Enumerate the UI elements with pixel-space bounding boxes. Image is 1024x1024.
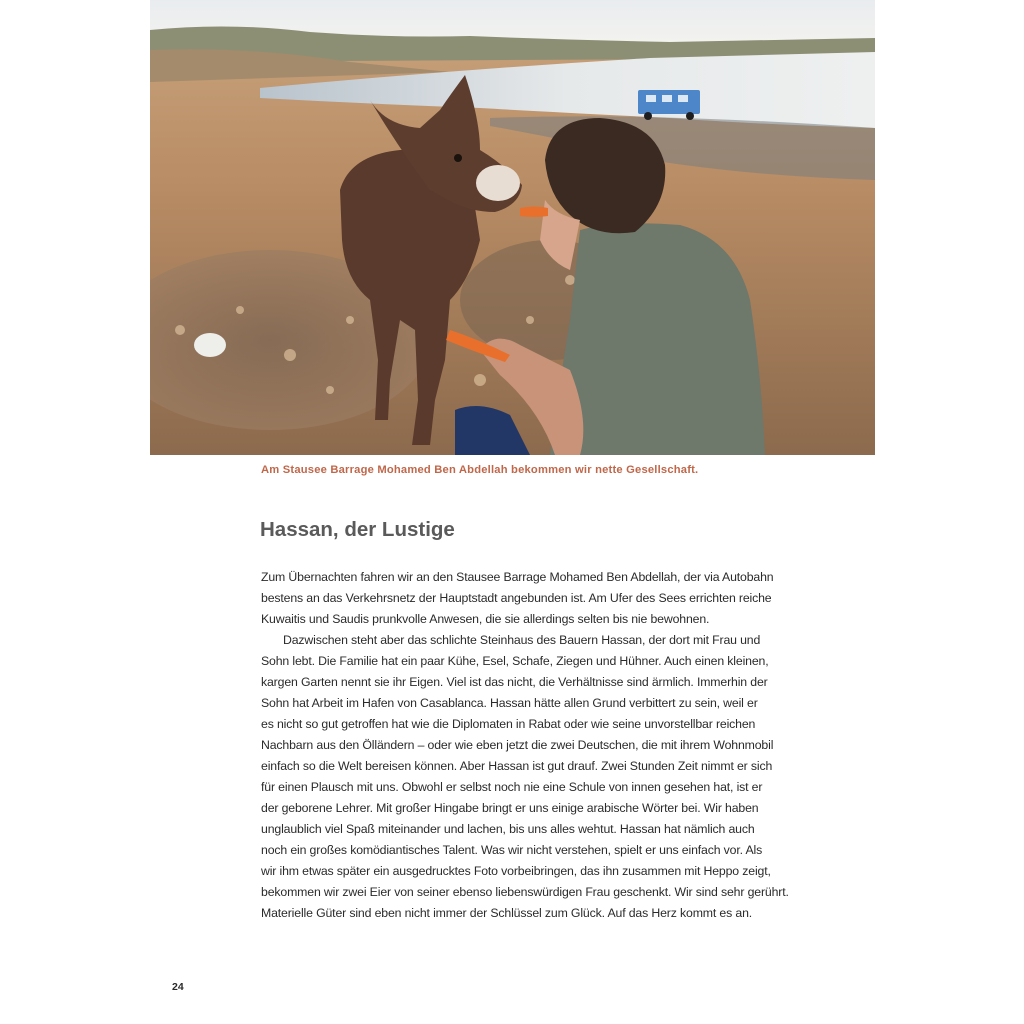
photo-caption: Am Stausee Barrage Mohamed Ben Abdellah bekommen wir nette Gesellschaft. [261,464,699,476]
text-line: unglaublich viel Spaß miteinander und lachen, bis uns alles wehtut. Hassan hat nämlich auch [261,822,755,836]
text-line: Kuwaitis und Saudis prunkvolle Anwesen, die sie allerdings selten bis nie bewohnen. [261,612,710,626]
text-line: es nicht so gut getroffen hat wie die Diplomaten in Rabat oder wie seine unvorstellbar reichen [261,717,756,731]
text-line: einfach so die Welt bereisen können. Aber Hassan ist gut drauf. Zwei Stunden Zeit nimmt er sich [261,759,773,773]
page-number: 24 [172,981,184,993]
text-line: Sohn hat Arbeit im Hafen von Casablanca. Hassan hätte allen Grund verbittert zu sein, weil er [261,696,758,710]
text-line: für einen Plausch mit uns. Obwohl er selbst noch nie eine Schule von innen gesehen hat, ist er [261,780,763,794]
body-text [261,567,791,924]
text-line: Sohn lebt. Die Familie hat ein paar Kühe, Esel, Schafe, Ziegen und Hühner. Auch einen kleinen, [261,654,769,668]
text-line: noch ein großes komödiantisches Talent. Was wir nicht verstehen, spielt er uns einfach vor. Als [261,843,763,857]
text-line: bekommen wir zwei Eier von seiner ebenso liebenswürdigen Frau geschenkt. Wir sind sehr gerührt. [261,885,789,899]
photo-donkey-lake [150,0,875,455]
text-line: Materielle Güter sind eben nicht immer der Schlüssel zum Glück. Auf das Herz kommt es an. [261,906,753,920]
text-line: bestens an das Verkehrsnetz der Hauptstadt angebunden ist. Am Ufer des Sees errichten reiche [261,591,772,605]
text-line: kargen Garten nennt sie ihr Eigen. Viel ist das nicht, die Verhältnisse sind ärmlich. Immerhin der [261,675,768,689]
section-heading: Hassan, der Lustige [260,518,455,541]
photo-donkey-lake-icon [150,0,875,455]
text-line: der geborene Lehrer. Mit großer Hingabe bringt er uns einige arabische Wörter bei. Wir haben [261,801,759,815]
text-line: Nachbarn aus den Ölländern – oder wie eben jetzt die zwei Deutschen, die mit ihrem Wohnmobil [261,738,774,752]
text-line: Dazwischen steht aber das schlichte Steinhaus des Bauern Hassan, der dort mit Frau und [283,633,761,647]
text-line: wir ihm etwas später ein ausgedrucktes Foto vorbeibringen, das ihn zusammen mit Heppo zeigt, [261,864,771,878]
text-line: Zum Übernachten fahren wir an den Stausee Barrage Mohamed Ben Abdellah, der via Autobahn [261,570,774,584]
